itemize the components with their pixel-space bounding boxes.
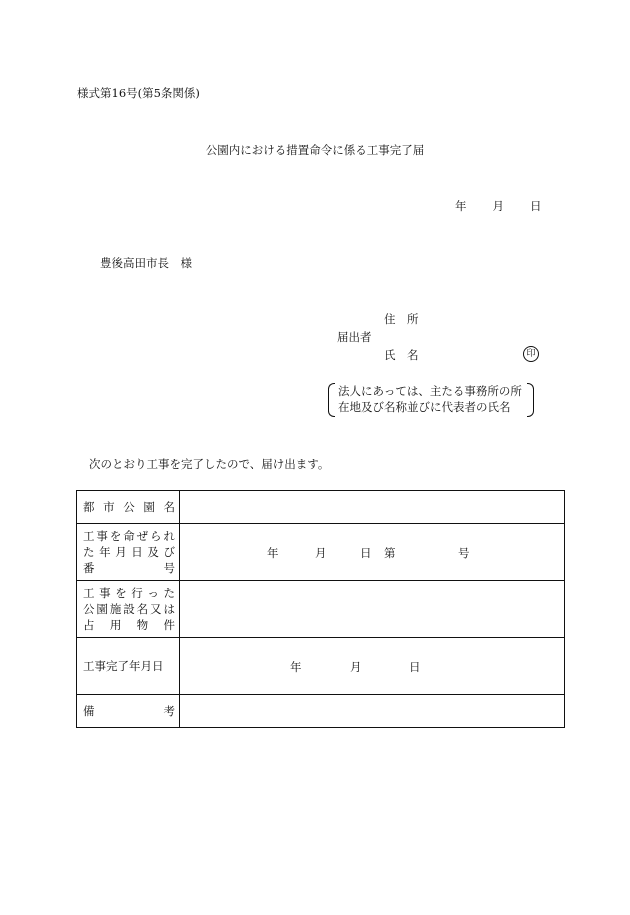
applicant-address-label: 住 所 bbox=[384, 312, 419, 326]
facility-field[interactable] bbox=[180, 581, 565, 638]
remarks-field[interactable] bbox=[180, 695, 565, 728]
submission-date bbox=[455, 199, 542, 213]
completion-date-field[interactable] bbox=[180, 638, 565, 695]
facility-label: 工 事 を 行 っ た 公 園 施 設 名 又 は 占 用 物 件 bbox=[77, 581, 180, 638]
completion-day-label: 日 bbox=[409, 660, 421, 674]
form-number: 様式第16号(第5条関係) bbox=[77, 86, 200, 100]
completion-date-label: 工事完了年月日 bbox=[77, 638, 180, 695]
table-row-facility bbox=[77, 581, 565, 638]
corporate-note-line1: 法人にあっては、主たる事務所の所 bbox=[338, 384, 522, 398]
table-row-remarks bbox=[77, 695, 565, 728]
order-number-suffix: 号 bbox=[458, 546, 470, 560]
order-date-number-field[interactable] bbox=[180, 524, 565, 581]
document-title: 公園内における措置命令に係る工事完了届 bbox=[205, 143, 425, 157]
seal-mark: 印 bbox=[523, 346, 539, 362]
park-name-field[interactable] bbox=[180, 491, 565, 524]
addressee: 豊後高田市長 様 bbox=[100, 256, 192, 270]
date-year-label: 年 bbox=[455, 199, 467, 213]
table-row-order bbox=[77, 524, 565, 581]
completion-form-table bbox=[76, 490, 565, 728]
completion-year-label: 年 bbox=[290, 660, 302, 674]
remarks-label: 備 考 bbox=[77, 695, 180, 728]
left-bracket bbox=[328, 383, 335, 417]
order-number-prefix: 第 bbox=[384, 546, 396, 560]
table-row-park bbox=[77, 491, 565, 524]
park-name-label: 都 市 公 園 名 bbox=[77, 491, 180, 524]
applicant-role-label: 届出者 bbox=[337, 330, 372, 344]
corporate-note-line2: 在地及び名称並びに代表者の氏名 bbox=[338, 400, 511, 414]
order-month-label: 月 bbox=[315, 546, 327, 560]
corporate-note bbox=[328, 383, 534, 415]
order-year-label: 年 bbox=[267, 546, 279, 560]
date-month-label: 月 bbox=[492, 199, 504, 213]
order-date-number-label: 工 事 を 命 ぜ ら れ た 年 月 日 及 び 番 号 bbox=[77, 524, 180, 581]
applicant-name-label: 氏 名 bbox=[384, 348, 419, 362]
table-row-completion bbox=[77, 638, 565, 695]
order-day-label: 日 bbox=[360, 546, 372, 560]
date-day-label: 日 bbox=[530, 199, 542, 213]
right-bracket bbox=[527, 383, 534, 417]
statement: 次のとおり工事を完了したので、届け出ます。 bbox=[89, 457, 330, 471]
completion-month-label: 月 bbox=[350, 660, 362, 674]
